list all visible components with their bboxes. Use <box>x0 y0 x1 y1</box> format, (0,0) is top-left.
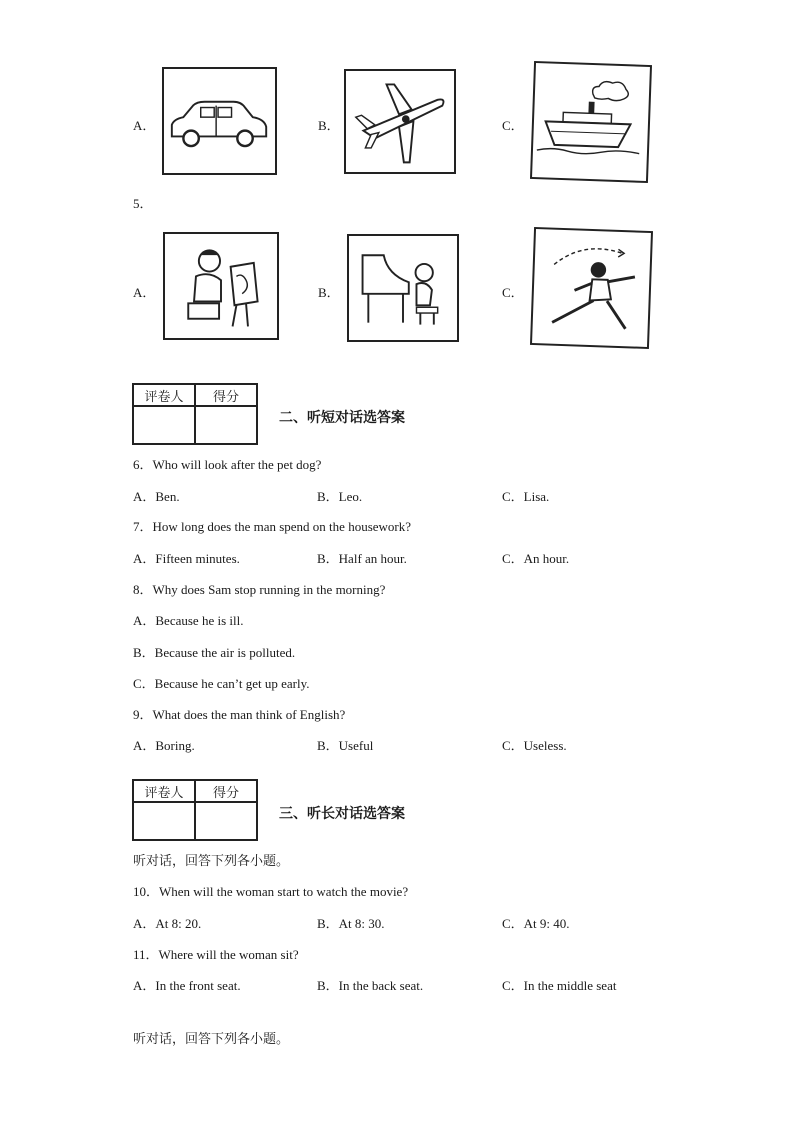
q7-option-b[interactable]: B．Half an hour. <box>317 551 407 566</box>
score-input-cell[interactable] <box>195 406 257 444</box>
grader-input-cell[interactable] <box>133 802 195 840</box>
q10-option-c[interactable]: C．At 9: 40. <box>502 916 570 931</box>
q7-option-c[interactable]: C．An hour. <box>502 551 570 566</box>
grader-input-cell[interactable] <box>133 406 195 444</box>
ship-icon <box>530 61 652 183</box>
boy-painting-icon <box>163 232 279 340</box>
section-3-title: 三、听长对话选答案 <box>279 806 405 822</box>
q5-option-a-letter: A． <box>133 285 156 300</box>
q11-option-c[interactable]: C．In the middle seat <box>502 978 617 993</box>
car-icon <box>162 67 277 175</box>
q8-option-a[interactable]: A．Because he is ill. <box>133 613 244 628</box>
q4-option-c-letter: C． <box>502 118 524 133</box>
question-7: 7．How long does the man spend on the housework? <box>133 519 412 534</box>
q5-option-c-letter: C． <box>502 285 524 300</box>
q6-option-c[interactable]: C．Lisa. <box>502 489 550 504</box>
q9-option-a[interactable]: A．Boring. <box>133 738 195 753</box>
q10-option-b[interactable]: B．At 8: 30. <box>317 916 385 931</box>
q4-option-b-letter: B． <box>318 118 340 133</box>
boy-playing-piano-icon <box>347 234 459 342</box>
q11-option-a[interactable]: A．In the front seat. <box>133 978 241 993</box>
q10-option-a[interactable]: A．At 8: 20. <box>133 916 202 931</box>
question-9: 9．What does the man think of English? <box>133 707 346 722</box>
score-table <box>132 383 258 445</box>
q6-option-b[interactable]: B．Leo. <box>317 489 363 504</box>
section-3-instruction: 听对话，回答下列各小题。 <box>133 854 290 869</box>
q5-number: 5． <box>133 196 153 211</box>
score-label: 得分 <box>195 780 257 802</box>
score-input-cell[interactable] <box>195 802 257 840</box>
q9-option-c[interactable]: C．Useless. <box>502 738 567 753</box>
q8-option-b[interactable]: B．Because the air is polluted. <box>133 645 296 660</box>
q6-option-a[interactable]: A．Ben. <box>133 489 180 504</box>
q11-option-b[interactable]: B．In the back seat. <box>317 978 424 993</box>
question-6: 6．Who will look after the pet dog? <box>133 457 322 472</box>
question-8: 8．Why does Sam stop running in the morning? <box>133 582 386 597</box>
grader-label: 评卷人 <box>133 384 195 406</box>
grader-label: 评卷人 <box>133 780 195 802</box>
q7-option-a[interactable]: A．Fifteen minutes. <box>133 551 240 566</box>
q4-option-a-letter: A． <box>133 118 156 133</box>
q5-option-b-letter: B． <box>318 285 340 300</box>
man-doing-taichi-icon <box>530 227 653 349</box>
q8-option-c[interactable]: C．Because he can’t get up early. <box>133 676 310 691</box>
q9-option-b[interactable]: B．Useful <box>317 738 374 753</box>
section-3-instruction-2: 听对话，回答下列各小题。 <box>133 1032 290 1047</box>
question-11: 11．Where will the woman sit? <box>133 947 299 962</box>
score-table-2 <box>132 779 258 841</box>
score-label: 得分 <box>195 384 257 406</box>
question-10: 10．When will the woman start to watch the movie? <box>133 884 409 899</box>
section-2-title: 二、听短对话选答案 <box>279 410 405 426</box>
airplane-icon <box>344 69 456 174</box>
